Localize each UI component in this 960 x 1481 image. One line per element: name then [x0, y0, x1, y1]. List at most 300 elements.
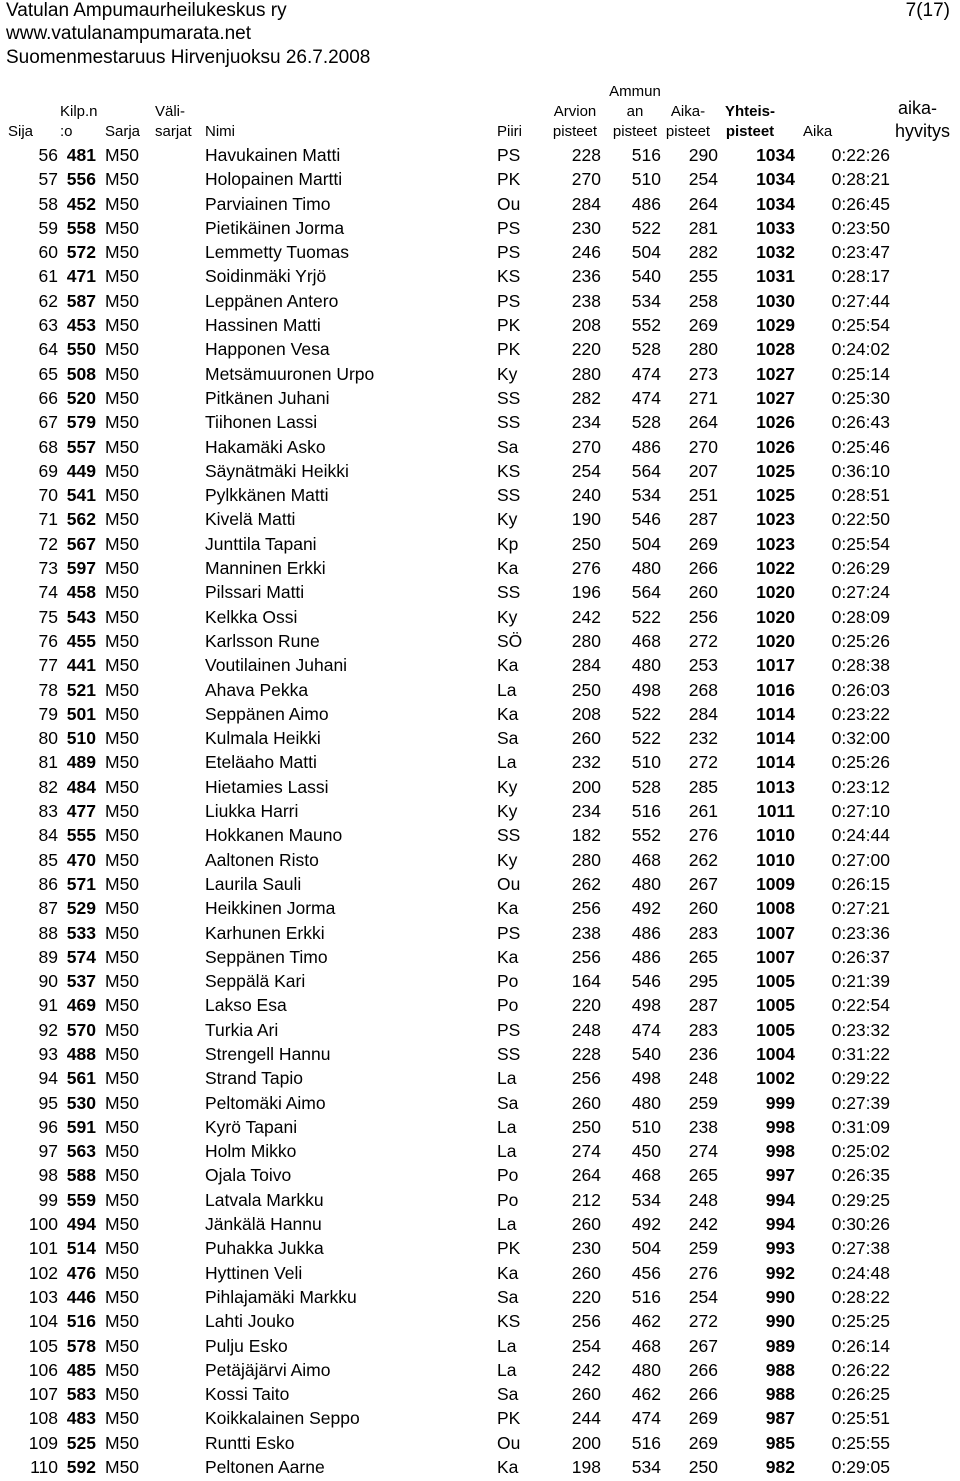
col-piiri: Piiri: [497, 123, 522, 140]
nimi-cell: Havukainen Matti: [205, 145, 341, 165]
sija-cell: 76: [38, 630, 58, 651]
sarja-cell: M50: [105, 1019, 140, 1040]
yhteispisteet-cell: 1002: [756, 1068, 795, 1089]
ammuntapisteet-cell: 534: [631, 1189, 661, 1210]
sija-cell: 90: [38, 971, 58, 992]
kilpailijanumero-cell: 470: [66, 849, 96, 870]
nimi-cell: Kossi Taito: [205, 1384, 290, 1405]
piiri-cell: PK: [497, 339, 521, 360]
aika-cell: 0:27:00: [831, 849, 890, 870]
aikapisteet-cell: 253: [688, 655, 718, 676]
arviopisteet-cell: 236: [571, 266, 601, 287]
sija-cell: 69: [38, 460, 58, 481]
table-row: [0, 1139, 960, 1163]
ammuntapisteet-cell: 474: [631, 1019, 661, 1040]
arviopisteet-cell: 200: [571, 1432, 601, 1453]
ammuntapisteet-cell: 462: [631, 1311, 661, 1332]
sarja-cell: M50: [105, 266, 140, 287]
kilpailijanumero-cell: 458: [66, 582, 96, 603]
aika-cell: 0:24:02: [831, 339, 890, 360]
piiri-cell: Sa: [497, 728, 519, 749]
table-row: [0, 1188, 960, 1212]
sija-cell: 110: [30, 1457, 58, 1478]
sarja-cell: M50: [105, 193, 140, 214]
yhteispisteet-cell: 1010: [756, 825, 795, 846]
sija-cell: 65: [38, 363, 58, 384]
nimi-cell: Hassinen Matti: [205, 315, 321, 336]
piiri-cell: Ou: [497, 873, 521, 894]
sarja-cell: M50: [105, 290, 140, 311]
nimi-cell: Puhakka Jukka: [205, 1238, 324, 1259]
aika-cell: 0:26:25: [831, 1384, 890, 1405]
yhteispisteet-cell: 1034: [756, 145, 795, 165]
kilpailijanumero-cell: 570: [66, 1019, 96, 1040]
arviopisteet-cell: 270: [571, 436, 601, 457]
kilpailijanumero-cell: 508: [66, 363, 96, 384]
sarja-cell: M50: [105, 1286, 140, 1307]
sija-cell: 60: [38, 242, 58, 263]
sarja-cell: M50: [105, 485, 140, 506]
table-row: [0, 702, 960, 726]
ammuntapisteet-cell: 522: [631, 728, 661, 749]
arviopisteet-cell: 260: [571, 1384, 601, 1405]
ammuntapisteet-cell: 468: [631, 630, 661, 651]
sija-cell: 91: [38, 995, 58, 1016]
yhteispisteet-cell: 994: [765, 1189, 795, 1210]
arviopisteet-cell: 280: [571, 630, 601, 651]
aikapisteet-cell: 258: [688, 290, 718, 311]
table-row: [0, 580, 960, 604]
sija-cell: 62: [38, 290, 58, 311]
col-ammunta-line3: pisteet: [612, 123, 658, 140]
aika-cell: 0:26:45: [831, 193, 890, 214]
aikapisteet-cell: 267: [688, 873, 718, 894]
aikapisteet-cell: 281: [688, 217, 718, 238]
nimi-cell: Pietikäinen Jorma: [205, 217, 345, 238]
kilpailijanumero-cell: 477: [66, 801, 96, 822]
nimi-cell: Voutilainen Juhani: [205, 655, 348, 676]
nimi-cell: Hyttinen Veli: [205, 1262, 303, 1283]
nimi-cell: Tiihonen Lassi: [205, 412, 318, 433]
nimi-cell: Seppänen Timo: [205, 946, 328, 967]
kilpailijanumero-cell: 484: [66, 776, 96, 797]
sarja-cell: M50: [105, 1141, 140, 1162]
sija-cell: 92: [38, 1019, 58, 1040]
aikapisteet-cell: 268: [688, 679, 718, 700]
yhteispisteet-cell: 997: [765, 1165, 795, 1186]
sija-cell: 109: [28, 1432, 58, 1453]
aikapisteet-cell: 254: [688, 1286, 718, 1307]
yhteispisteet-cell: 1033: [756, 217, 795, 238]
yhteispisteet-cell: 1010: [756, 849, 795, 870]
aikapisteet-cell: 259: [688, 1092, 718, 1113]
table-row: [0, 823, 960, 847]
sarja-cell: M50: [105, 1384, 140, 1405]
piiri-cell: PS: [497, 922, 521, 943]
arviopisteet-cell: 250: [571, 1116, 601, 1137]
aikapisteet-cell: 265: [688, 946, 718, 967]
sija-cell: 66: [38, 387, 58, 408]
aika-cell: 0:25:46: [831, 436, 890, 457]
table-row: [0, 726, 960, 750]
yhteispisteet-cell: 1025: [756, 485, 795, 506]
aikapisteet-cell: 295: [688, 971, 718, 992]
ammuntapisteet-cell: 522: [631, 703, 661, 724]
piiri-cell: Ka: [497, 1262, 519, 1283]
sarja-cell: M50: [105, 1432, 140, 1453]
aikapisteet-cell: 248: [688, 1189, 718, 1210]
table-row: [0, 192, 960, 216]
kilpailijanumero-cell: 591: [66, 1116, 96, 1137]
yhteispisteet-cell: 987: [765, 1408, 795, 1429]
kilpailijanumero-cell: 501: [66, 703, 96, 724]
aika-cell: 0:29:22: [831, 1068, 890, 1089]
yhteispisteet-cell: 992: [765, 1262, 795, 1283]
table-row: [0, 1042, 960, 1066]
kilpailijanumero-cell: 446: [66, 1286, 96, 1307]
yhteispisteet-cell: 1031: [756, 266, 795, 287]
ammuntapisteet-cell: 528: [631, 412, 661, 433]
sarja-cell: M50: [105, 898, 140, 919]
ammuntapisteet-cell: 510: [631, 1116, 661, 1137]
nimi-cell: Hokkanen Mauno: [205, 825, 343, 846]
table-row: [0, 1236, 960, 1260]
sarja-cell: M50: [105, 801, 140, 822]
table-row: [0, 750, 960, 774]
aika-cell: 0:25:26: [831, 630, 890, 651]
sija-cell: 75: [38, 606, 58, 627]
sija-cell: 106: [28, 1359, 58, 1380]
aika-cell: 0:25:02: [831, 1141, 890, 1162]
sija-cell: 93: [38, 1043, 58, 1064]
table-row: [0, 483, 960, 507]
yhteispisteet-cell: 982: [765, 1457, 795, 1478]
ammuntapisteet-cell: 456: [631, 1262, 661, 1283]
sija-cell: 84: [38, 825, 58, 846]
piiri-cell: La: [497, 1116, 517, 1137]
piiri-cell: Ou: [497, 1432, 521, 1453]
yhteispisteet-cell: 1034: [756, 193, 795, 214]
sija-cell: 85: [38, 849, 58, 870]
aika-cell: 0:27:21: [831, 898, 890, 919]
nimi-cell: Liukka Harri: [205, 801, 299, 822]
ammuntapisteet-cell: 498: [631, 679, 661, 700]
kilpailijanumero-cell: 567: [66, 533, 96, 554]
arviopisteet-cell: 234: [571, 801, 601, 822]
nimi-cell: Laurila Sauli: [205, 873, 302, 894]
sarja-cell: M50: [105, 776, 140, 797]
aikapisteet-cell: 236: [688, 1043, 718, 1064]
piiri-cell: SS: [497, 387, 521, 408]
ammuntapisteet-cell: 510: [631, 169, 661, 190]
sarja-cell: M50: [105, 460, 140, 481]
ammuntapisteet-cell: 480: [631, 1359, 661, 1380]
ammuntapisteet-cell: 468: [631, 849, 661, 870]
arviopisteet-cell: 264: [571, 1165, 601, 1186]
sija-cell: 89: [38, 946, 58, 967]
kilpailijanumero-cell: 587: [66, 290, 96, 311]
aikapisteet-cell: 255: [688, 266, 718, 287]
aika-cell: 0:27:24: [831, 582, 890, 603]
table-row: [0, 1358, 960, 1382]
kilpailijanumero-cell: 471: [66, 266, 96, 287]
aikapisteet-cell: 284: [688, 703, 718, 724]
nimi-cell: Eteläaho Matti: [205, 752, 317, 773]
arviopisteet-cell: 238: [571, 922, 601, 943]
nimi-cell: Latvala Markku: [205, 1189, 324, 1210]
yhteispisteet-cell: 1023: [756, 533, 795, 554]
arviopisteet-cell: 256: [571, 1311, 601, 1332]
nimi-cell: Kulmala Heikki: [205, 728, 321, 749]
aika-cell: 0:26:14: [831, 1335, 890, 1356]
sarja-cell: M50: [105, 849, 140, 870]
ammuntapisteet-cell: 516: [631, 145, 661, 165]
piiri-cell: PS: [497, 242, 521, 263]
piiri-cell: Ka: [497, 703, 519, 724]
sarja-cell: M50: [105, 1043, 140, 1064]
arviopisteet-cell: 242: [571, 606, 601, 627]
piiri-cell: Ky: [497, 509, 518, 530]
nimi-cell: Pilssari Matti: [205, 582, 305, 603]
kilpailijanumero-cell: 520: [66, 387, 96, 408]
kilpailijanumero-cell: 530: [66, 1092, 96, 1113]
sija-cell: 70: [38, 485, 58, 506]
yhteispisteet-cell: 1009: [756, 873, 795, 894]
ammuntapisteet-cell: 546: [631, 509, 661, 530]
table-row: [0, 1455, 960, 1479]
yhteispisteet-cell: 1027: [756, 387, 795, 408]
ammuntapisteet-cell: 534: [631, 1457, 661, 1478]
table-row: [0, 848, 960, 872]
ammuntapisteet-cell: 516: [631, 1432, 661, 1453]
yhteispisteet-cell: 998: [765, 1116, 795, 1137]
aikapisteet-cell: 260: [688, 582, 718, 603]
ammuntapisteet-cell: 504: [631, 242, 661, 263]
arviopisteet-cell: 260: [571, 1214, 601, 1235]
table-row: [0, 1334, 960, 1358]
col-aikahyvitys-line2: hyvitys: [895, 121, 951, 141]
sija-cell: 82: [38, 776, 58, 797]
table-row: [0, 167, 960, 191]
arviopisteet-cell: 164: [571, 971, 601, 992]
nimi-cell: Kyrö Tapani: [205, 1116, 298, 1137]
arviopisteet-cell: 282: [571, 387, 601, 408]
ammuntapisteet-cell: 480: [631, 873, 661, 894]
col-aikahyvitys-line1: aika-: [898, 98, 938, 118]
arviopisteet-cell: 284: [571, 655, 601, 676]
kilpailijanumero-cell: 483: [66, 1408, 96, 1429]
sarja-cell: M50: [105, 825, 140, 846]
sarja-cell: M50: [105, 339, 140, 360]
ammuntapisteet-cell: 528: [631, 776, 661, 797]
aikapisteet-cell: 207: [688, 460, 718, 481]
ammuntapisteet-cell: 540: [631, 266, 661, 287]
nimi-cell: Karhunen Erkki: [205, 922, 325, 943]
sarja-cell: M50: [105, 509, 140, 530]
event-title: Suomenmestaruus Hirvenjuoksu 26.7.2008: [6, 47, 371, 68]
yhteispisteet-cell: 1032: [756, 242, 795, 263]
yhteispisteet-cell: 1008: [756, 898, 795, 919]
nimi-cell: Strand Tapio: [205, 1068, 303, 1089]
yhteispisteet-cell: 1017: [756, 655, 795, 676]
sarja-cell: M50: [105, 1092, 140, 1113]
arviopisteet-cell: 254: [571, 1335, 601, 1356]
arviopisteet-cell: 182: [571, 825, 601, 846]
col-ammunta-line1: Ammun: [609, 83, 661, 100]
table-row: [0, 289, 960, 313]
ammuntapisteet-cell: 492: [631, 898, 661, 919]
aikapisteet-cell: 256: [688, 606, 718, 627]
ammuntapisteet-cell: 486: [631, 193, 661, 214]
nimi-cell: Pihlajamäki Markku: [205, 1286, 357, 1307]
sija-cell: 103: [28, 1286, 58, 1307]
kilpailijanumero-cell: 550: [66, 339, 96, 360]
nimi-cell: Jänkälä Hannu: [205, 1214, 322, 1235]
aikapisteet-cell: 266: [688, 1384, 718, 1405]
yhteispisteet-cell: 1014: [756, 728, 795, 749]
arviopisteet-cell: 196: [571, 582, 601, 603]
aikapisteet-cell: 274: [688, 1141, 718, 1162]
sija-cell: 97: [38, 1141, 58, 1162]
ammuntapisteet-cell: 480: [631, 1092, 661, 1113]
piiri-cell: La: [497, 1359, 517, 1380]
piiri-cell: Sa: [497, 1384, 519, 1405]
arviopisteet-cell: 208: [571, 315, 601, 336]
aika-cell: 0:25:54: [831, 533, 890, 554]
table-row: [0, 532, 960, 556]
nimi-cell: Aaltonen Risto: [205, 849, 319, 870]
nimi-cell: Soidinmäki Yrjö: [205, 266, 327, 287]
kilpailijanumero-cell: 562: [66, 509, 96, 530]
aika-cell: 0:23:22: [831, 703, 890, 724]
kilpailijanumero-cell: 489: [66, 752, 96, 773]
aikapisteet-cell: 270: [688, 436, 718, 457]
arviopisteet-cell: 280: [571, 849, 601, 870]
sija-cell: 56: [38, 145, 58, 165]
sarja-cell: M50: [105, 1189, 140, 1210]
page-number: 7(17): [905, 0, 950, 21]
arviopisteet-cell: 260: [571, 728, 601, 749]
aika-cell: 0:26:43: [831, 412, 890, 433]
piiri-cell: PS: [497, 1019, 521, 1040]
col-valisarjat-line2: sarjat: [155, 123, 192, 140]
col-kilpno-line1: Kilp.n: [60, 103, 98, 120]
piiri-cell: Po: [497, 971, 519, 992]
kilpailijanumero-cell: 521: [66, 679, 96, 700]
club-name: Vatulan Ampumaurheilukeskus ry: [6, 0, 287, 21]
sija-cell: 104: [28, 1311, 58, 1332]
col-ammunta-line2: an: [626, 103, 644, 120]
aika-cell: 0:26:15: [831, 873, 890, 894]
table-row: [0, 337, 960, 361]
arviopisteet-cell: 230: [571, 1238, 601, 1259]
sarja-cell: M50: [105, 995, 140, 1016]
piiri-cell: Po: [497, 995, 519, 1016]
arviopisteet-cell: 274: [571, 1141, 601, 1162]
aika-cell: 0:23:36: [831, 922, 890, 943]
arviopisteet-cell: 250: [571, 679, 601, 700]
ammuntapisteet-cell: 486: [631, 436, 661, 457]
yhteispisteet-cell: 1020: [756, 582, 795, 603]
kilpailijanumero-cell: 485: [66, 1359, 96, 1380]
kilpailijanumero-cell: 469: [66, 995, 96, 1016]
kilpailijanumero-cell: 481: [66, 145, 96, 165]
arviopisteet-cell: 240: [571, 485, 601, 506]
nimi-cell: Kivelä Matti: [205, 509, 296, 530]
yhteispisteet-cell: 988: [765, 1359, 795, 1380]
sarja-cell: M50: [105, 1116, 140, 1137]
ammuntapisteet-cell: 474: [631, 1408, 661, 1429]
piiri-cell: SS: [497, 412, 521, 433]
kilpailijanumero-cell: 571: [66, 873, 96, 894]
kilpailijanumero-cell: 525: [66, 1432, 96, 1453]
arviopisteet-cell: 242: [571, 1359, 601, 1380]
website-text: www.vatulanampumarata.net: [6, 23, 252, 44]
piiri-cell: La: [497, 1214, 517, 1235]
aika-cell: 0:23:50: [831, 217, 890, 238]
nimi-cell: Lemmetty Tuomas: [205, 242, 349, 263]
nimi-cell: Kelkka Ossi: [205, 606, 298, 627]
aikapisteet-cell: 232: [688, 728, 718, 749]
ammuntapisteet-cell: 522: [631, 606, 661, 627]
aikapisteet-cell: 267: [688, 1335, 718, 1356]
nimi-cell: Hietamies Lassi: [205, 776, 329, 797]
table-row: [0, 1163, 960, 1187]
kilpailijanumero-cell: 488: [66, 1043, 96, 1064]
piiri-cell: SS: [497, 825, 521, 846]
aikapisteet-cell: 242: [688, 1214, 718, 1235]
col-sija: Sija: [8, 123, 34, 140]
ammuntapisteet-cell: 540: [631, 1043, 661, 1064]
yhteispisteet-cell: 1011: [757, 801, 795, 822]
aikapisteet-cell: 250: [688, 1457, 718, 1478]
piiri-cell: PK: [497, 315, 521, 336]
table-row: [0, 653, 960, 677]
yhteispisteet-cell: 1005: [756, 995, 795, 1016]
table-row: [0, 1431, 960, 1455]
yhteispisteet-cell: 989: [765, 1335, 795, 1356]
aika-cell: 0:27:38: [831, 1238, 890, 1259]
yhteispisteet-cell: 990: [765, 1286, 795, 1307]
nimi-cell: Lahti Jouko: [205, 1311, 295, 1332]
piiri-cell: Ka: [497, 946, 519, 967]
kilpailijanumero-cell: 588: [66, 1165, 96, 1186]
aika-cell: 0:31:09: [831, 1116, 890, 1137]
piiri-cell: PK: [497, 1238, 521, 1259]
sarja-cell: M50: [105, 946, 140, 967]
sija-cell: 68: [38, 436, 58, 457]
piiri-cell: SS: [497, 582, 521, 603]
table-row: [0, 216, 960, 240]
aika-cell: 0:28:21: [831, 169, 890, 190]
sarja-cell: M50: [105, 169, 140, 190]
arviopisteet-cell: 276: [571, 558, 601, 579]
ammuntapisteet-cell: 468: [631, 1335, 661, 1356]
aika-cell: 0:28:38: [831, 655, 890, 676]
sarja-cell: M50: [105, 1457, 140, 1478]
sija-cell: 96: [38, 1116, 58, 1137]
kilpailijanumero-cell: 441: [66, 655, 96, 676]
yhteispisteet-cell: 1026: [756, 436, 795, 457]
aika-cell: 0:30:26: [831, 1214, 890, 1235]
kilpailijanumero-cell: 563: [66, 1141, 96, 1162]
sija-cell: 72: [38, 533, 58, 554]
aika-cell: 0:24:48: [831, 1262, 890, 1283]
piiri-cell: KS: [497, 460, 521, 481]
table-row: [0, 1261, 960, 1285]
ammuntapisteet-cell: 492: [631, 1214, 661, 1235]
piiri-cell: KS: [497, 1311, 521, 1332]
